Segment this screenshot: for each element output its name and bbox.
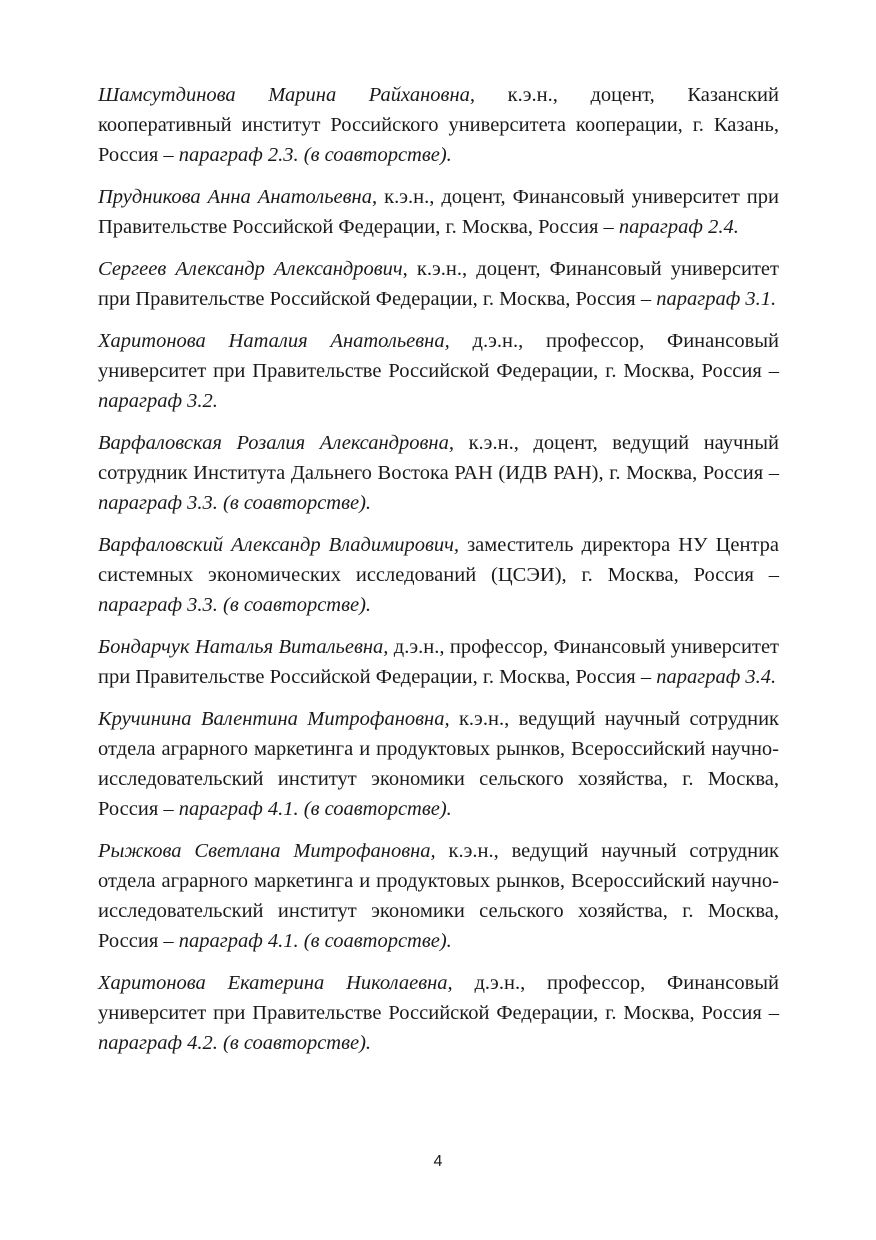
author-contribution: параграф 3.3. (в соавторстве). (98, 492, 372, 514)
author-entry (98, 428, 779, 518)
author-entry (98, 968, 779, 1058)
author-details: к.э.н., доцент, Казанский кооперативный институт Российского университета кооперации, г. Казань, Россия – (98, 84, 779, 166)
author-details: д.э.н., профессор, Финансовый университет при Правительстве Российской Федерации, г. Москва, Россия – (98, 330, 779, 382)
author-contribution: параграф 4.1. (в соавторстве). (178, 798, 452, 820)
author-entry (98, 632, 779, 692)
author-name: Рыжкова Светлана Митрофановна, (98, 840, 436, 862)
author-list (98, 80, 779, 1058)
author-contribution: параграф 4.1. (в соавторстве). (178, 930, 452, 952)
author-details: к.э.н., ведущий научный сотрудник отдела аграрного маркетинга и продуктовых рынков, Всероссийский научно-исследовательский институт экономики сельского хозяйства, г. Москва, Россия – (98, 840, 779, 952)
author-entry (98, 80, 779, 170)
author-name: Кручинина Валентина Митрофановна, (98, 708, 450, 730)
author-contribution: параграф 3.3. (в соавторстве). (98, 594, 372, 616)
page-number: 4 (433, 1153, 443, 1170)
author-contribution: параграф 3.1. (656, 288, 777, 310)
author-entry (98, 182, 779, 242)
author-contribution: параграф 4.2. (в соавторстве). (98, 1032, 372, 1054)
author-name: Харитонова Екатерина Николаевна, (98, 972, 453, 994)
author-name: Сергеев Александр Александрович (98, 258, 403, 280)
author-name: Варфаловская Розалия Александровна, (98, 432, 454, 454)
author-name: Харитонова Наталия Анатольевна, (98, 330, 450, 352)
author-entry (98, 704, 779, 824)
author-contribution: параграф 2.4. (618, 216, 739, 238)
author-entry (98, 254, 779, 314)
author-details: к.э.н., ведущий научный сотрудник отдела аграрного маркетинга и продуктовых рынков, Всероссийский научно-исследовательский институт экономики сельского хозяйства, г. Москва, Россия – (98, 708, 779, 820)
author-entry (98, 530, 779, 620)
author-name: Шамсутдинова Марина Райхановна, (98, 84, 475, 106)
author-entry (98, 326, 779, 416)
author-details: , к.э.н., доцент, Финансовый университет при Правительстве Российской Федерации, г. Москва, Россия – (98, 186, 779, 238)
author-entry (98, 836, 779, 956)
author-name: Бондарчук Наталья Витальевна, (98, 636, 389, 658)
author-details: д.э.н., профессор, Финансовый университет при Правительстве Российской Федерации, г. Москва, Россия – (98, 972, 780, 1024)
author-details: , к.э.н., доцент, Финансовый университет при Правительстве Российской Федерации, г. Москва, Россия – (98, 258, 779, 310)
author-contribution: параграф 3.2. (98, 390, 218, 412)
author-name: Прудникова Анна Анатольевна (98, 186, 372, 208)
author-name: Варфаловский Александр Владимирович, (98, 534, 460, 556)
author-details: д.э.н., профессор, Финансовый университет при Правительстве Российской Федерации, г. Москва, Россия – (98, 636, 779, 688)
author-details: к.э.н., доцент, ведущий научный сотрудник Института Дальнего Востока РАН (ИДВ РАН), г. Москва, Россия – (98, 432, 780, 484)
author-contribution: параграф 2.3. (в соавторстве). (178, 144, 452, 166)
author-contribution: параграф 3.4. (656, 666, 777, 688)
author-details: заместитель директора НУ Центра системных экономических исследований (ЦСЭИ), г. Москва, Россия – (98, 534, 780, 586)
